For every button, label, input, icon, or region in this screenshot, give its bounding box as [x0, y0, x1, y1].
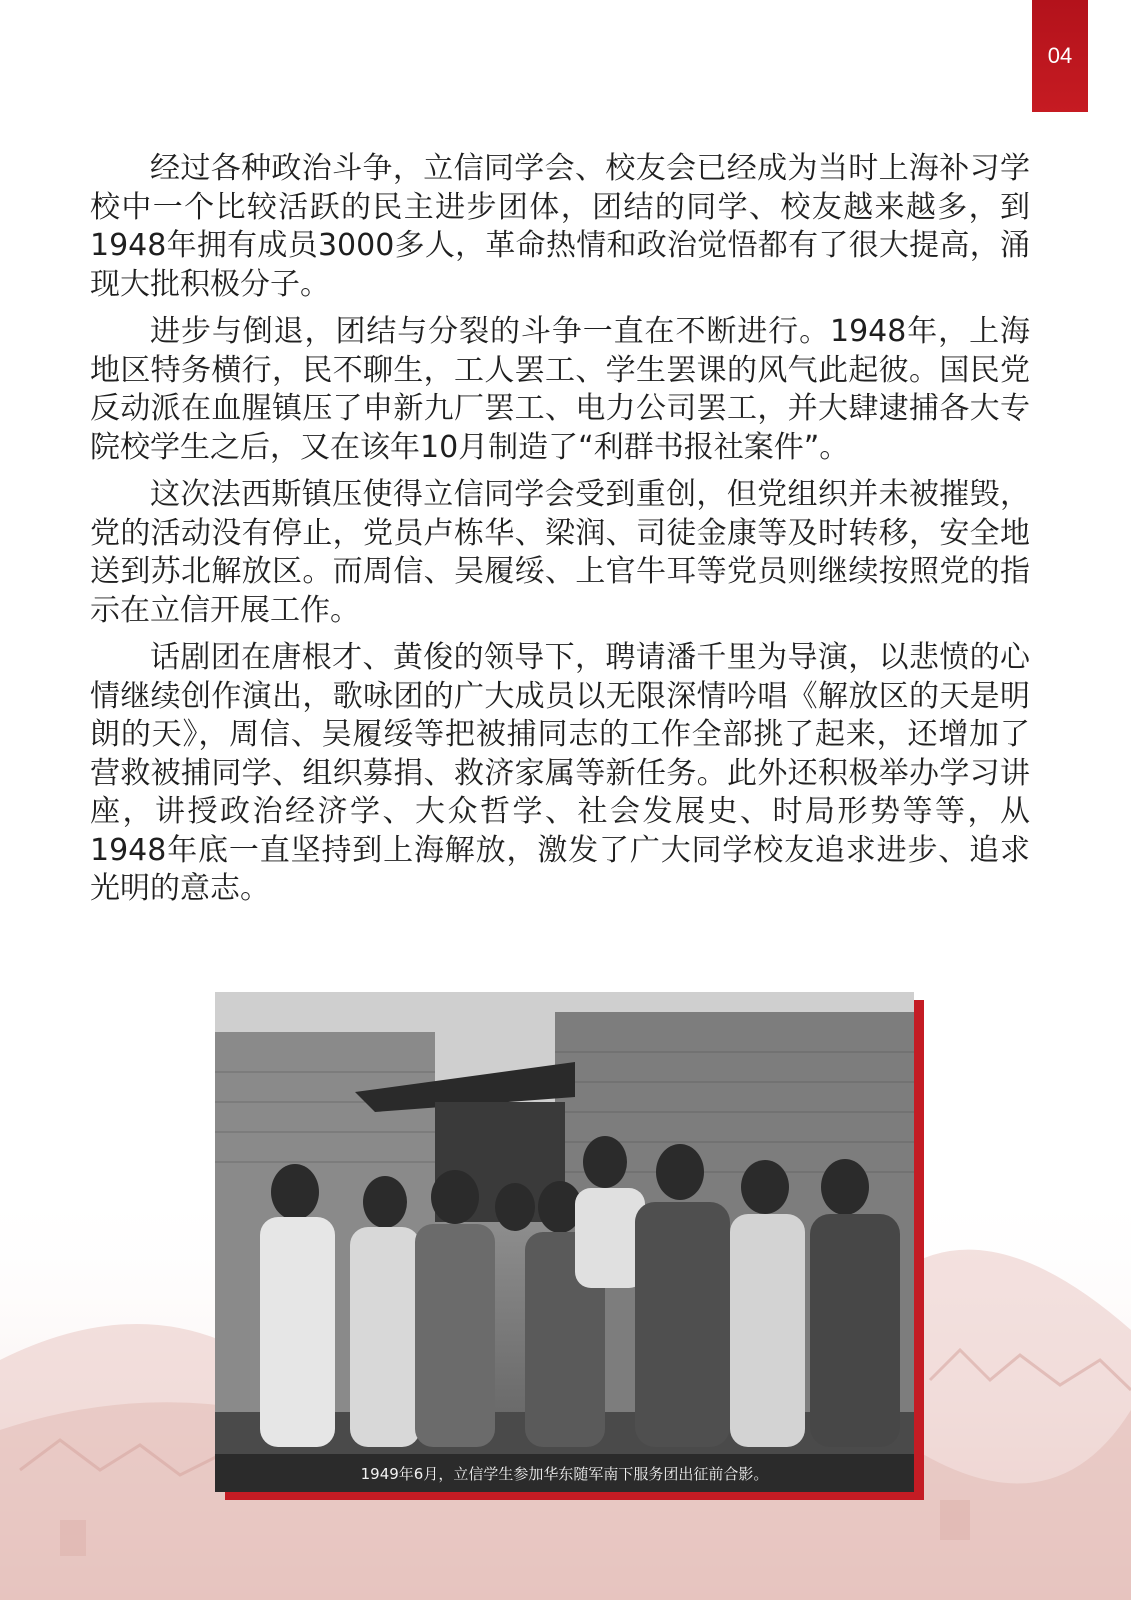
historical-photo-figure	[215, 992, 914, 1500]
group-photo	[215, 992, 914, 1492]
article-body	[90, 150, 1030, 918]
paragraph: 这次法西斯镇压使得立信同学会受到重创，但党组织并未被摧毁，党的活动没有停止，党员卢栋华、梁润、司徒金康等及时转移，安全地送到苏北解放区。而周信、吴履绥、上官牛耳等党员则继续按照党的指示在立信开展工作。	[90, 477, 1030, 628]
paragraph: 话剧团在唐根才、黄俊的领导下，聘请潘千里为导演，以悲愤的心情继续创作演出，歌咏团的广大成员以无限深情吟唱《解放区的天是明朗的天》，周信、吴履绥等把被捕同志的工作全部挑了起来，还增加了营救被捕同学、组织募捐、救济家属等新任务。此外还积极举办学习讲座，讲授政治经济学、大众哲学、社会发展史、时局形势等等，从1948年底一直坚持到上海解放，激发了广大同学校友追求进步、追求光明的意志。	[90, 640, 1030, 906]
caption-text: 1949年6月，立信学生参加华东随军南下服务团出征前合影。	[360, 1464, 769, 1483]
paragraph: 经过各种政治斗争，立信同学会、校友会已经成为当时上海补习学校中一个比较活跃的民主进步团体，团结的同学、校友越来越多，到1948年拥有成员3000多人，革命热情和政治觉悟都有了很大提高，涌现大批积极分子。	[90, 151, 1030, 302]
paragraph: 进步与倒退，团结与分裂的斗争一直在不断进行。1948年，上海地区特务横行，民不聊生，工人罢工、学生罢课的风气此起彼。国民党反动派在血腥镇压了申新九厂罢工、电力公司罢工，并大肆逮捕各大专院校学生之后，又在该年10月制造了“利群书报社案件”。	[90, 314, 1030, 465]
photo-caption	[215, 1454, 914, 1492]
page-number-tab	[1032, 0, 1088, 112]
page-number: 04	[1047, 43, 1073, 68]
